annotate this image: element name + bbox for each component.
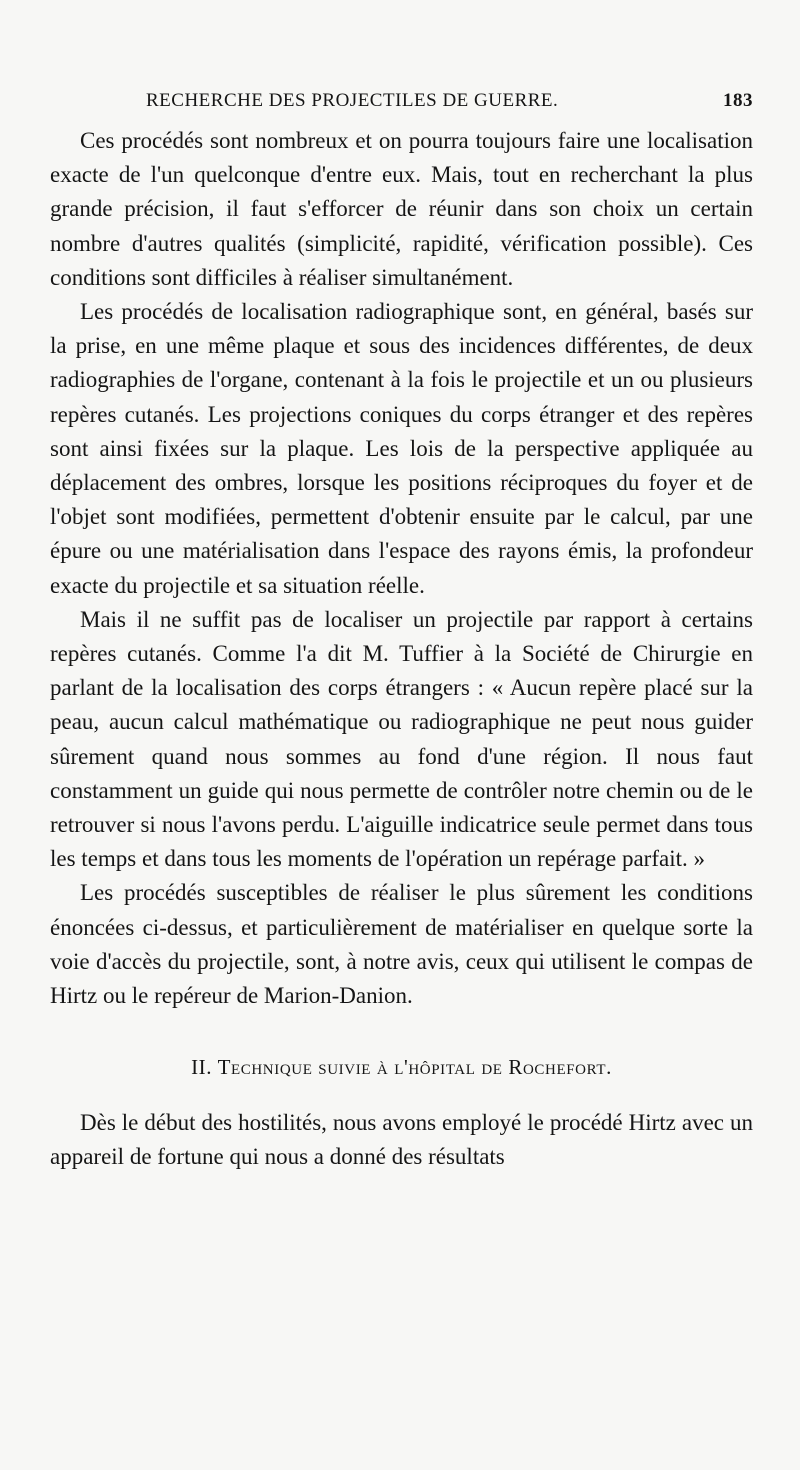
body-text [50,124,753,1175]
page-number: 183 [723,90,753,111]
section-heading: II. Technique suivie à l'hôpital de Rochefort. [191,1055,612,1080]
running-title: RECHERCHE DES PROJECTILES DE GUERRE. [146,90,559,111]
paragraph-3-tuffier-quote: Mais il ne suffit pas de localiser un projectile par rapport à certains repères cutanés. Comme l'a dit M. Tuffier à la Société de Chirurgie en parlant de la localisation des corps étrangers : « Aucun repère placé sur la peau, aucun calcul mathématique ou radiographique ne peut nous guider sûrement quand nous sommes au fond d'une région. Il nous faut constamment un guide qui nous permette de contrôler notre chemin ou de le retrouver si nous l'avons perdu. L'aiguille indicatrice seule permet dans tous les temps et dans tous les moments de l'opération un repérage parfait. » [50,606,753,872]
running-head [50,88,753,124]
paragraph-1: Ces procédés sont nombreux et on pourra toujours faire une localisation exacte de l'un quelconque d'entre eux. Mais, tout en recherchant la plus grande précision, il faut s'efforcer de réunir dans son choix un certain nombre d'autres qualités (simplicité, rapidité, vérification possible). Ces conditions sont difficiles à réaliser simultanément. [50,128,753,290]
section-paragraph: Dès le début des hostilités, nous avons employé le procédé Hirtz avec un appareil de fortune qui nous a donné des résultats [50,1110,753,1170]
paragraph-2: Les procédés de localisation radiographique sont, en général, basés sur la prise, en une même plaque et sous des incidences différentes, de deux radiographies de l'organe, contenant à la fois le projectile et un ou plusieurs repères cutanés. Les projections coniques du corps étranger et des repères sont ainsi fixées sur la plaque. Les lois de la perspective appliquée au déplacement des ombres, lorsque les positions réciproques du foyer et de l'objet sont modifiées, permettent d'obtenir ensuite par le calcul, par une épure ou une matérialisation dans l'espace des rayons émis, la profondeur exacte du projectile et sa situation réelle. [50,299,753,598]
paragraph-4: Les procédés susceptibles de réaliser le plus sûrement les conditions énoncées ci-dessus, et particulièrement de matérialiser en quelque sorte la voie d'accès du projectile, sont, à notre avis, ceux qui utilisent le compas de Hirtz ou le repéreur de Marion-Danion. [50,880,753,1009]
